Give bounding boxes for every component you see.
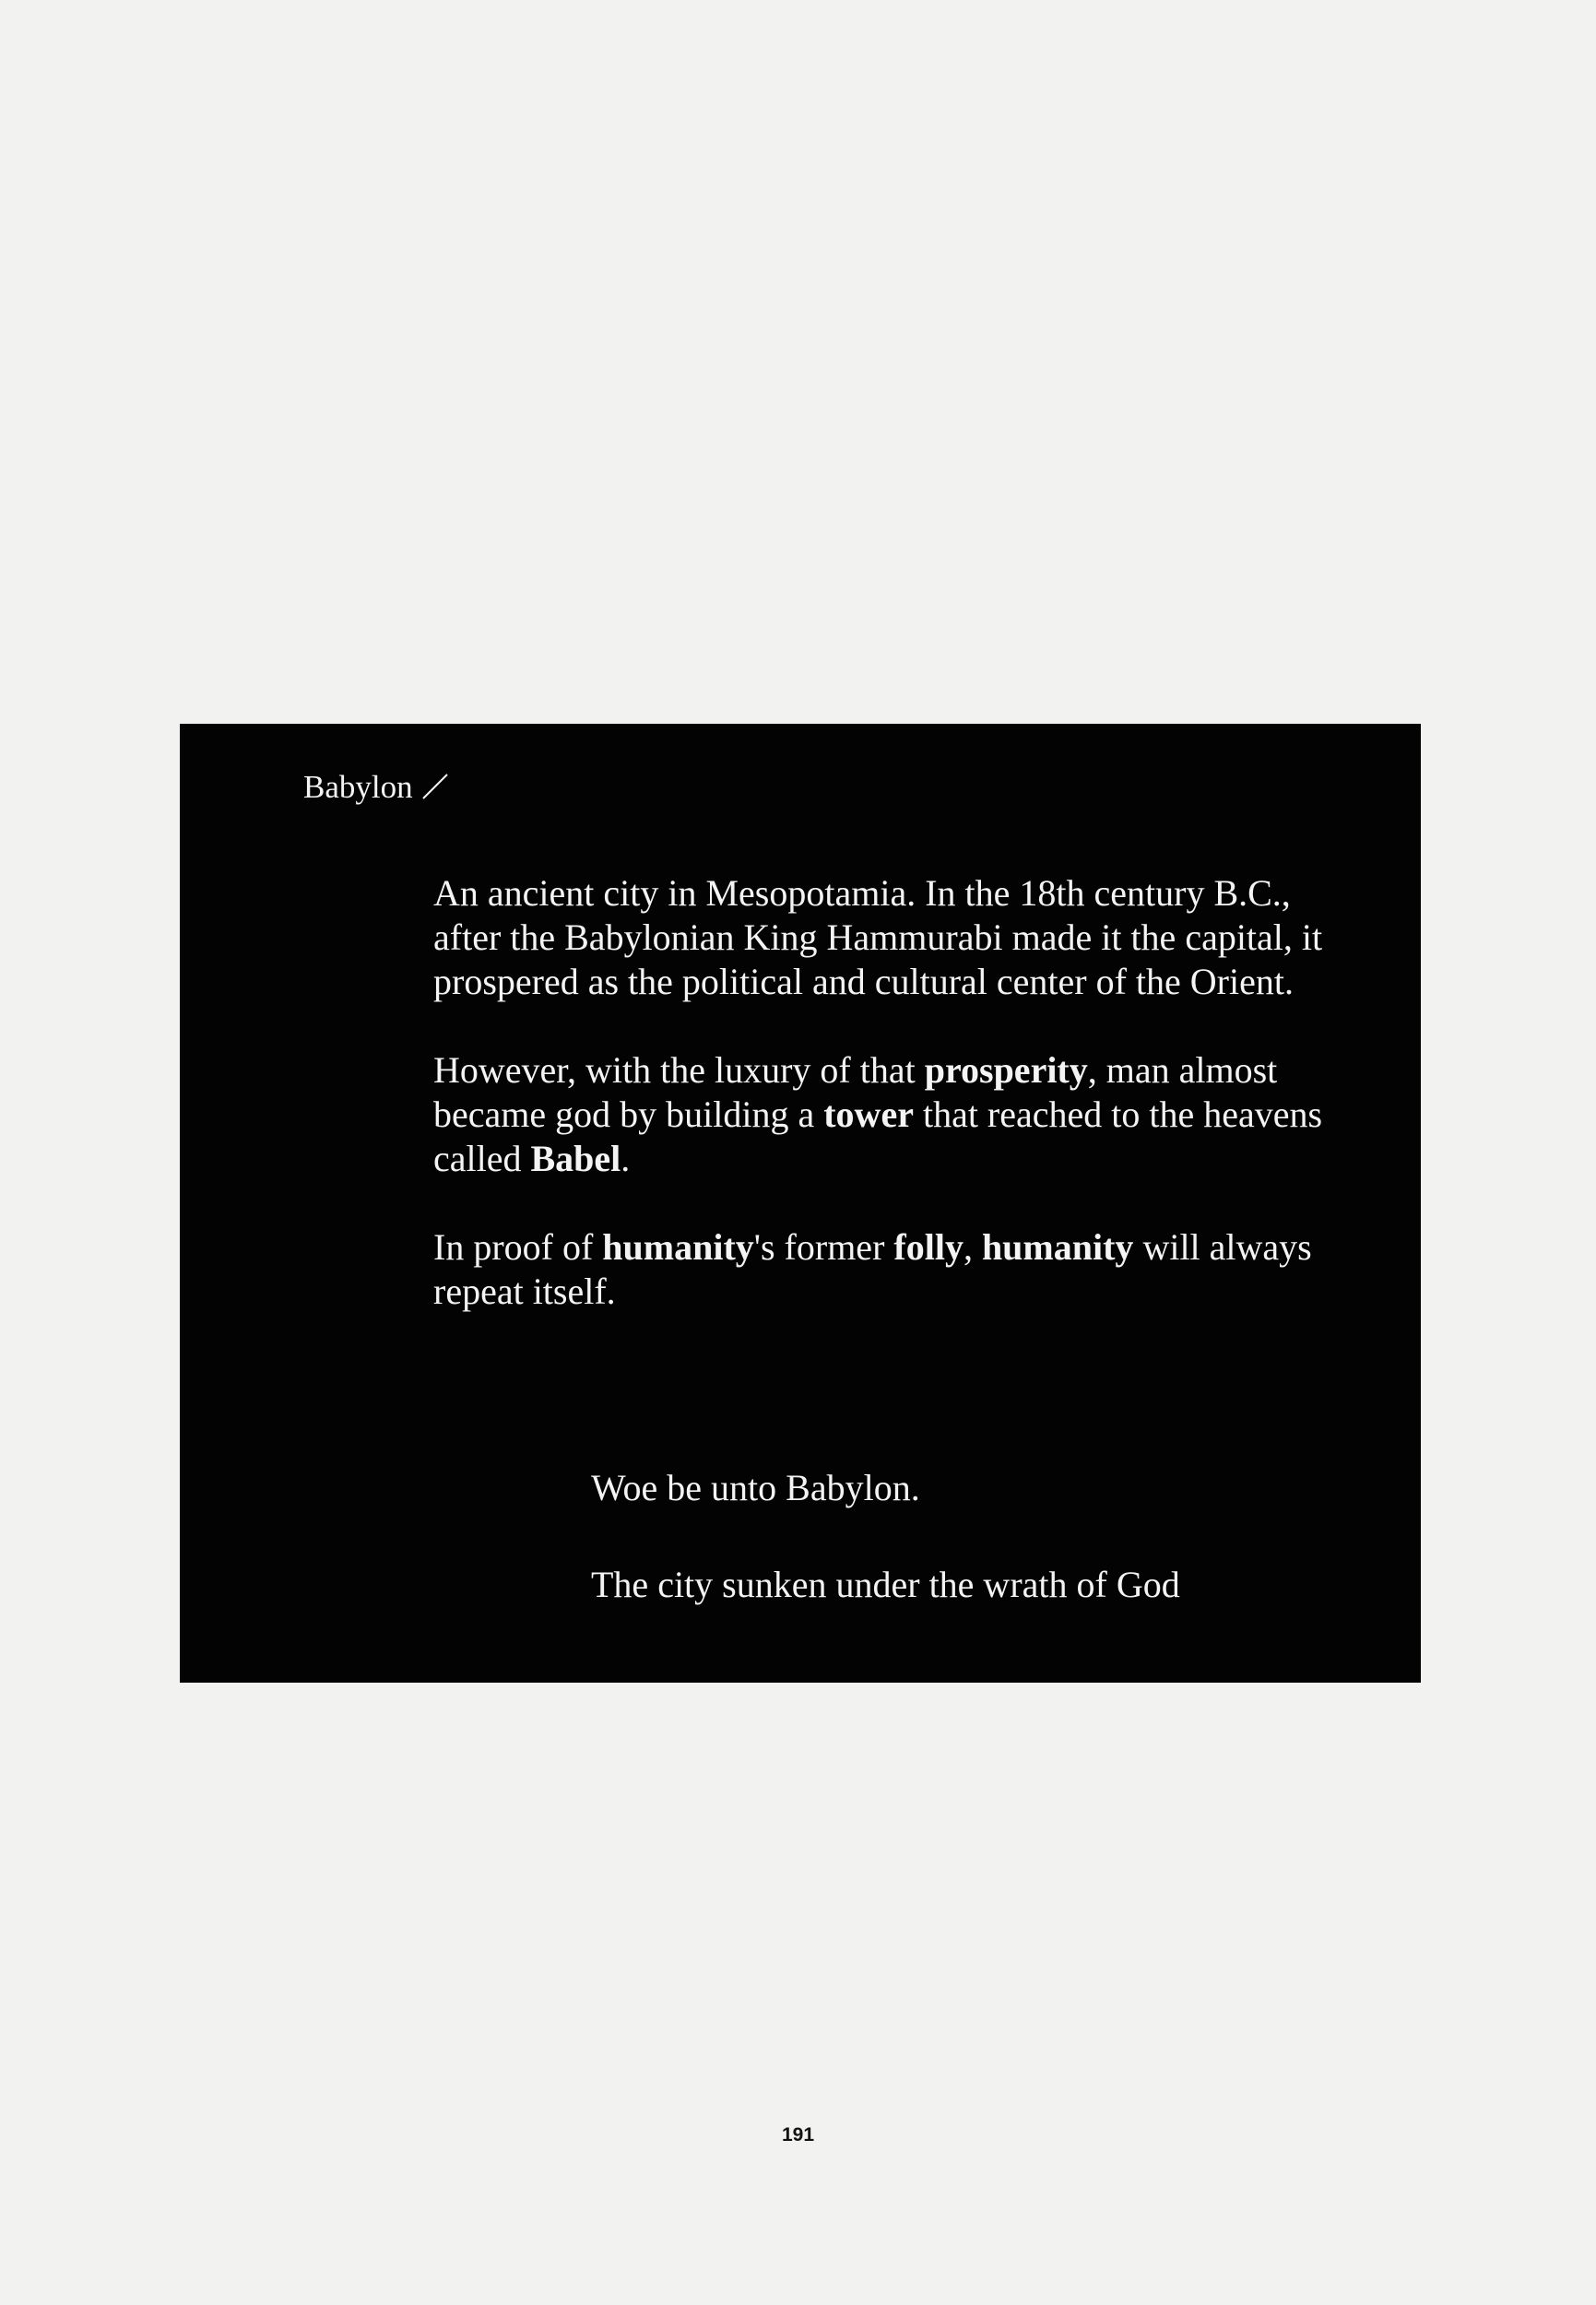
slash-icon: [420, 772, 450, 801]
page-number: 191: [781, 2124, 815, 2145]
emphasis-tower: tower: [823, 1093, 914, 1135]
text-run: 's former: [753, 1226, 894, 1268]
paragraph-humanity: [433, 1225, 1355, 1314]
emphasis-humanity: humanity: [981, 1226, 1134, 1268]
text-run: ,: [963, 1226, 982, 1268]
entry-body: [433, 871, 1355, 1358]
text-run: that reached to the heavens called: [433, 1093, 1323, 1179]
text-run: In proof of: [433, 1226, 603, 1268]
text-run: .: [621, 1138, 631, 1179]
entry-heading: [303, 768, 450, 807]
text-run: However, with the luxury of that: [433, 1049, 925, 1091]
entry-title: Babylon: [303, 769, 413, 805]
closing-line-woe: Woe be unto Babylon.: [591, 1467, 920, 1508]
emphasis-babel: Babel: [530, 1138, 621, 1179]
text-run: , man almost became god by building a: [433, 1049, 1278, 1135]
text-run: will always repeat itself.: [433, 1226, 1312, 1312]
closing-line-city: The city sunken under the wrath of God: [591, 1564, 1180, 1605]
emphasis-prosperity: prosperity: [924, 1049, 1088, 1091]
text-panel: [180, 724, 1421, 1683]
emphasis-humanity: humanity: [602, 1226, 754, 1268]
closing-lines: [591, 1466, 1180, 1660]
emphasis-folly: folly: [893, 1226, 964, 1268]
paragraph-babel: [433, 1048, 1355, 1181]
paragraph-history: An ancient city in Mesopotamia. In the 18th century B.C., after the Babylonian King Hammurabi made it the capital, it prospered as the political and cultural center of the Orient.: [433, 872, 1323, 1002]
